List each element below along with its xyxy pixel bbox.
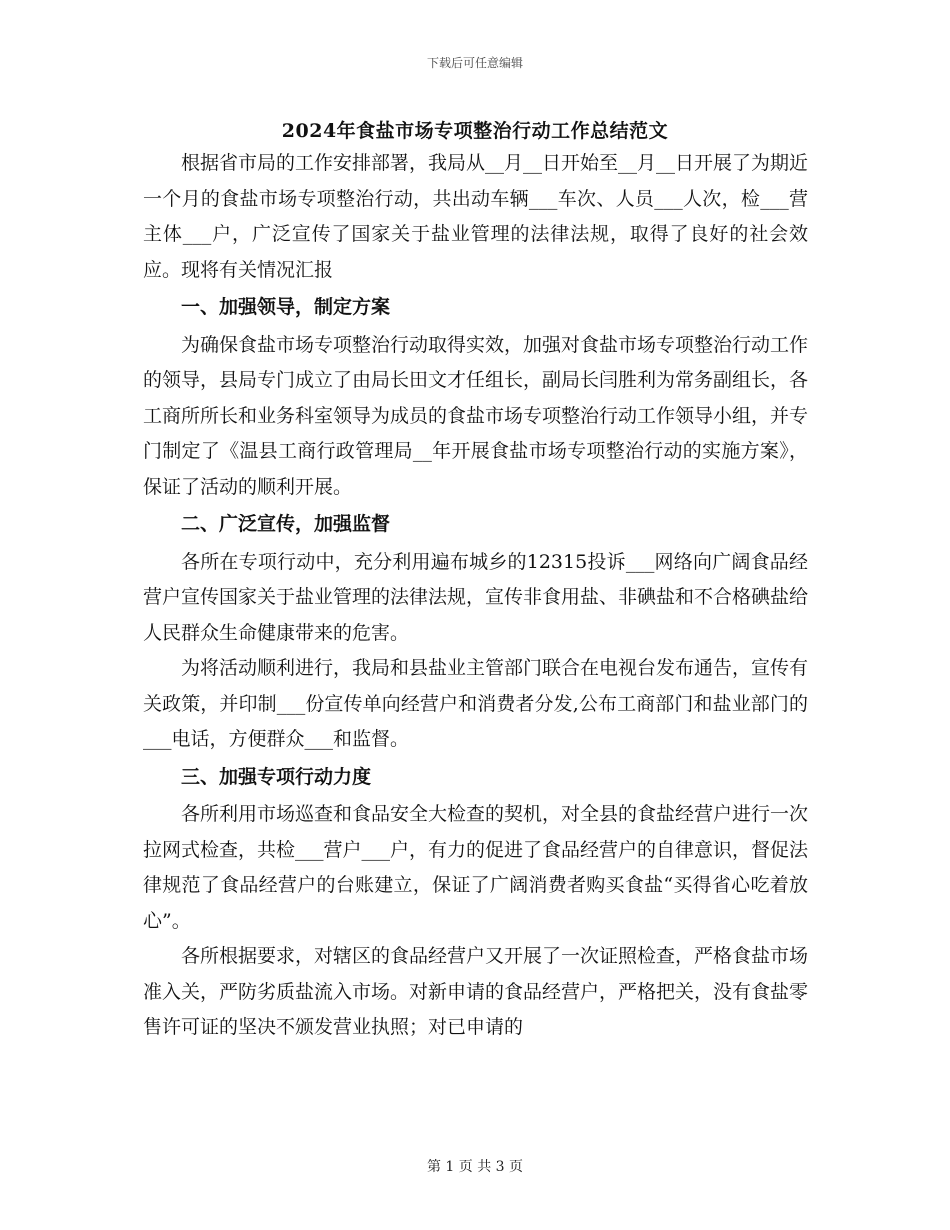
header-note: 下载后可任意编辑: [426, 56, 523, 70]
section-heading-2: 二、广泛宣传，加强监督: [181, 513, 391, 535]
paragraph-license-check: 各所根据要求，对辖区的食品经营户又开展了一次证照检查，严格食盐市场准入关，严防劣质盐流入市场。对新申请的食品经营户，严格把关，没有食盐零售许可证的坚决不颁发营业执照；对已申请的: [143, 945, 809, 1038]
paragraph-announcement: 为将活动顺利进行，我局和县盐业主管部门联合在电视台发布通告，宣传有关政策，并印制___份宣传单向经营户和消费者分发,公布工商部门和盐业部门的___电话，方便群众___和监督。: [143, 657, 809, 750]
document-title: 2024年食盐市场专项整治行动工作总结范文: [281, 120, 669, 142]
paragraph-inspection: 各所利用市场巡查和食品安全大检查的契机，对全县的食盐经营户进行一次拉网式检查，共检___营户___户，有力的促进了食品经营户的自律意识，督促法律规范了食品经营户的台账建立，保证了广阔消费者购买食盐“买得省心吃着放心”。: [143, 803, 809, 932]
paragraph-publicity: 各所在专项行动中，充分利用遍布城乡的12315投诉___网络向广阔食品经营户宣传国家关于盐业管理的法律法规，宣传非食用盐、非碘盐和不合格碘盐给人民群众生命健康带来的危害。: [143, 550, 809, 644]
section-heading-3: 三、加强专项行动力度: [181, 765, 372, 788]
page-footer: 第 1 页 共 3 页: [426, 1159, 524, 1175]
document-body: [143, 146, 808, 1046]
paragraph-leadership: 为确保食盐市场专项整治行动取得实效，加强对食盐市场专项整治行动工作的领导，县局专门成立了由局长田文才任组长，副局长闫胜利为常务副组长，各工商所所长和业务科室领导为成员的食盐市场专项整治行动工作领导小组，并专门制定了《温县工商行政管理局__年开展食盐市场专项整治行动的实施方案》，保证了活动的顺利开展。: [143, 333, 809, 498]
paragraph-intro: 根据省市局的工作安排部署，我局从__月__日开始至__月__日开展了为期近一个月的食盐市场专项整治行动，共出动车辆___车次、人员___人次，检___营主体___户，广泛宣传了国家关于盐业管理的法律法规，取得了良好的社会效应。现将有关情况汇报: [143, 152, 809, 281]
section-heading-1: 一、加强领导，制定方案: [181, 296, 391, 318]
